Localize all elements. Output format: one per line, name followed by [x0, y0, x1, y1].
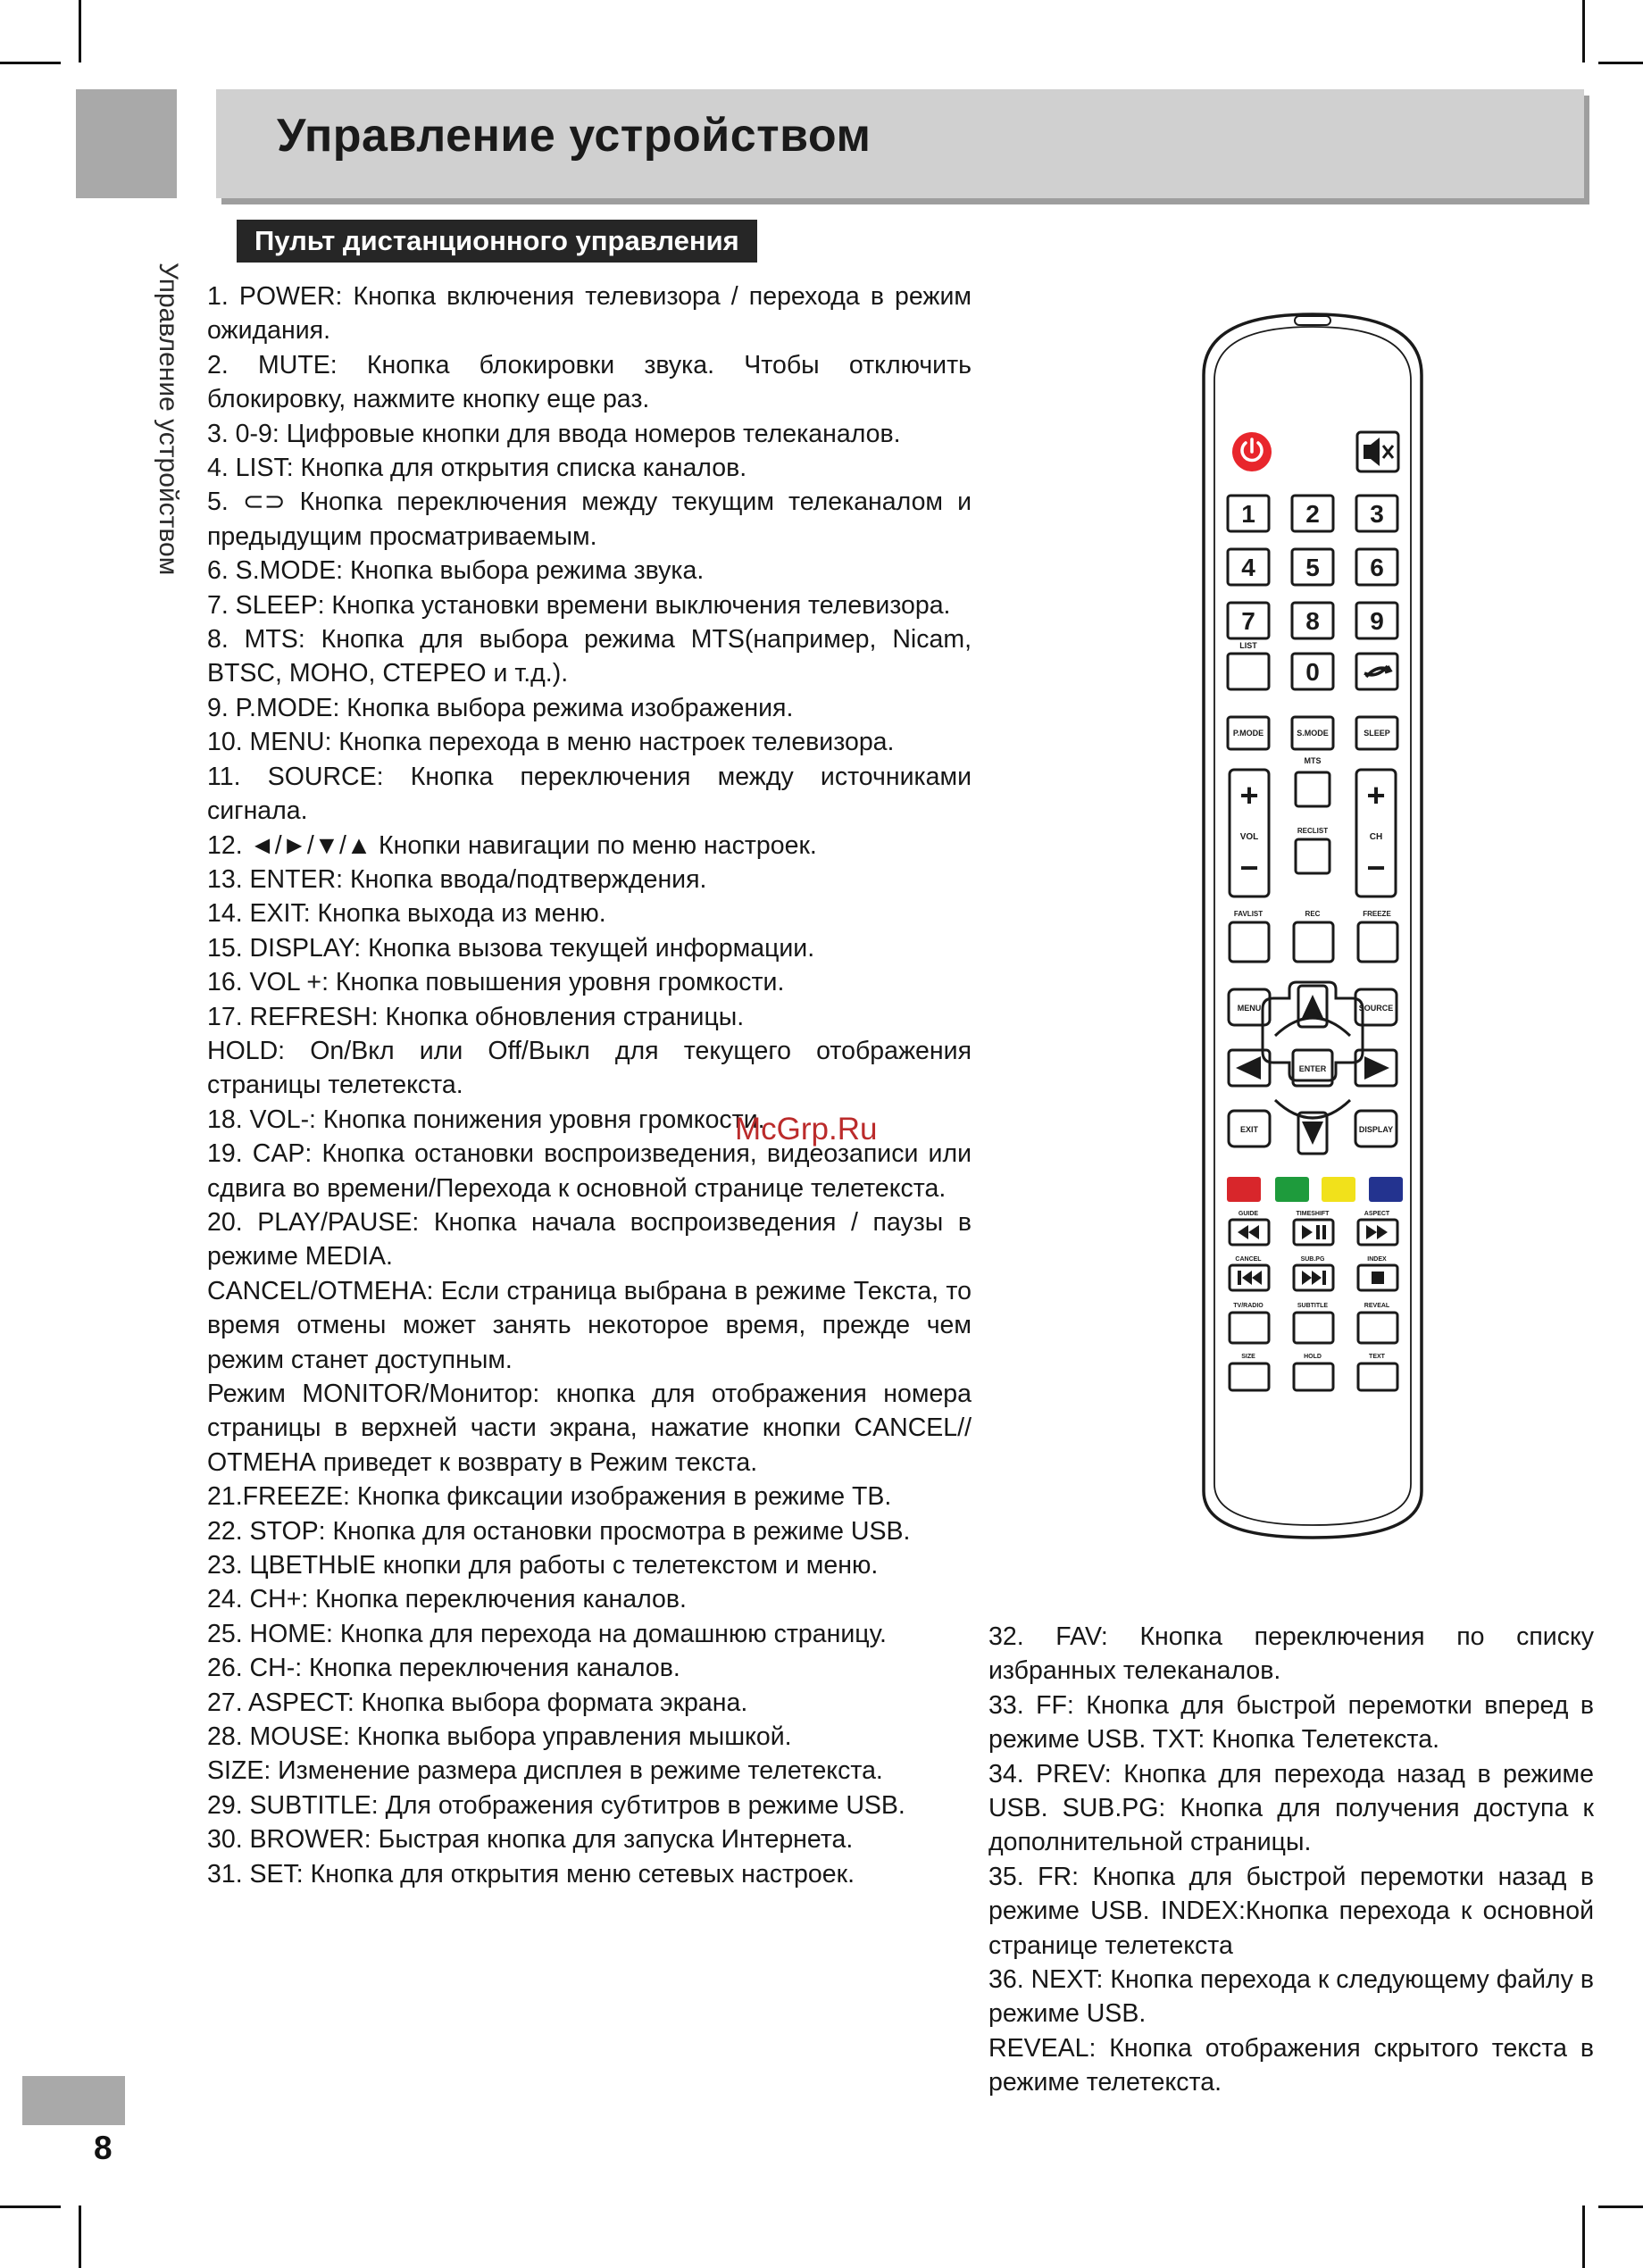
- text-label: TEXT: [1369, 1354, 1385, 1360]
- description-item: 26. CH-: Кнопка переключения каналов.: [207, 1654, 680, 1683]
- description-item: 25. HOME: Кнопка для перехода на домашнюю страницу.: [207, 1619, 887, 1648]
- vol-label: VOL: [1239, 832, 1259, 842]
- digit-2-label: 2: [1305, 500, 1320, 528]
- timeshift-label: TIMESHIFT: [1296, 1211, 1330, 1217]
- page-number: 8: [94, 2130, 113, 2166]
- description-item: 10. MENU: Кнопка перехода в меню настроек телевизора.: [207, 728, 895, 757]
- description-item: 6. S.MODE: Кнопка выбора режима звука.: [207, 556, 705, 586]
- mts-label: MTS: [1304, 756, 1322, 765]
- cancel-label: CANCEL: [1235, 1256, 1262, 1263]
- description-item: 20. PLAY/PAUSE: Кнопка начала воспроизведения / паузы в режиме MEDIA.: [207, 1207, 972, 1272]
- yellow-button[interactable]: [1322, 1177, 1355, 1202]
- description-item: 7. SLEEP: Кнопка установки времени выключения телевизора.: [207, 590, 951, 620]
- description-item: SIZE: Изменение размера дисплея в режиме телетекста.: [207, 1756, 883, 1786]
- description-item: 11. SOURCE: Кнопка переключения между источниками сигнала.: [207, 762, 972, 826]
- description-item: 34. PREV: Кнопка для перехода назад в режиме USB. SUB.PG: Кнопка для получения доступа к дополнительной страницы.: [988, 1759, 1594, 1857]
- description-item: 30. BROWER: Быстрая кнопка для запуска Интернета.: [207, 1825, 854, 1855]
- watermark: McGrp.Ru: [735, 1112, 878, 1147]
- menu-label: MENU: [1237, 1004, 1262, 1013]
- description-item: 21.FREEZE: Кнопка фиксации изображения в режиме ТВ.: [207, 1482, 892, 1512]
- description-item: HOLD: On/Вкл или Off/Выкл для текущего отображения страницы телетекста.: [207, 1036, 972, 1100]
- sleep-label: SLEEP: [1364, 729, 1390, 738]
- enter-label: ENTER: [1298, 1064, 1327, 1073]
- crop-mark: [79, 0, 81, 63]
- aspect-label: ASPECT: [1364, 1211, 1390, 1217]
- favlist-label: FAVLIST: [1233, 910, 1264, 918]
- digit-8-label: 8: [1305, 607, 1320, 635]
- side-title: Управление устройством: [154, 263, 183, 576]
- index-label: INDEX: [1367, 1256, 1387, 1263]
- power-button[interactable]: [1232, 432, 1272, 471]
- crop-mark: [1598, 2205, 1643, 2208]
- description-item: 1. POWER: Кнопка включения телевизора / перехода в режим ожидания.: [207, 282, 972, 346]
- subtitle-label: SUBTITLE: [1297, 1303, 1329, 1309]
- description-item: 14. EXIT: Кнопка выхода из меню.: [207, 899, 606, 929]
- crop-mark: [1598, 62, 1643, 64]
- description-item: 3. 0-9: Цифровые кнопки для ввода номеров телеканалов.: [207, 419, 901, 448]
- crop-mark: [0, 62, 61, 64]
- vol-minus-label: −: [1239, 849, 1259, 886]
- description-item: 8. MTS: Кнопка для выбора режима MTS(например, Nicam, BTSC, МОНО, СТЕРЕО и т.д.).: [207, 625, 972, 688]
- source-label: SOURCE: [1358, 1004, 1394, 1013]
- digit-5-label: 5: [1305, 554, 1320, 581]
- description-item: 9. P.MODE: Кнопка выбора режима изображения.: [207, 693, 794, 722]
- description-item: 35. FR: Кнопка для быстрой перемотки назад в режиме USB. INDEX:Кнопка перехода к основной странице телетекста: [988, 1862, 1594, 1960]
- tvradio-label: TV/RADIO: [1233, 1303, 1264, 1309]
- description-item: 24. CH+: Кнопка переключения каналов.: [207, 1585, 687, 1614]
- ch-minus-label: −: [1366, 849, 1386, 886]
- description-item: 23. ЦВЕТНЫЕ кнопки для работы с телетекстом и меню.: [207, 1551, 879, 1580]
- description-item: Режим MONITOR/Монитор: кнопка для отображения номера страницы в верхней части экрана, нажатие кнопки CANCEL//ОТМЕНА приведет к возврату в Режим текста.: [207, 1380, 972, 1477]
- crop-mark: [0, 2205, 61, 2208]
- digit-7-label: 7: [1241, 607, 1255, 635]
- header-bar: [216, 89, 1584, 198]
- description-item: 19. CAP: Кнопка остановки воспроизведения, видеозаписи или сдвига во времени/Перехода к основной странице телетекста.: [207, 1139, 972, 1203]
- description-item: CANCEL/ОТМЕНА: Если страница выбрана в режиме Текста, то время отмены может занять некоторое время, прежде чем режим станет доступным.: [207, 1276, 972, 1374]
- description-item: 28. MOUSE: Кнопка выбора управления мышкой.: [207, 1722, 792, 1752]
- header-square: [76, 89, 177, 198]
- reveal-label: REVEAL: [1364, 1303, 1390, 1309]
- stop-icon: [1372, 1272, 1384, 1284]
- ch-label: CH: [1369, 832, 1383, 842]
- digit-6-label: 6: [1370, 554, 1384, 581]
- ch-plus-label: +: [1366, 777, 1386, 813]
- digit-4-label: 4: [1241, 554, 1255, 581]
- description-item: 13. ENTER: Кнопка ввода/подтверждения.: [207, 864, 707, 894]
- page-title: Управление устройством: [277, 110, 872, 162]
- description-item: 36. NEXT: Кнопка перехода к следующему файлу в режиме USB.: [988, 1965, 1594, 2029]
- description-item: 12. ◄/►/▼/▲ Кнопки навигации по меню настроек.: [207, 830, 817, 860]
- digit-9-label: 9: [1370, 607, 1384, 635]
- hold-label: HOLD: [1304, 1354, 1322, 1360]
- description-column-left: [207, 279, 972, 1891]
- section-title: Пульт дистанционного управления: [237, 220, 757, 263]
- reclist-label: RECLIST: [1297, 827, 1329, 835]
- digit-0-label: 0: [1305, 658, 1320, 686]
- digit-3-label: 3: [1370, 500, 1384, 528]
- list-label: LIST: [1239, 641, 1257, 650]
- description-item: 33. FF: Кнопка для быстрой перемотки вперед в режиме USB. TXT: Кнопка Телетекста.: [988, 1690, 1594, 1755]
- description-item: 31. SET: Кнопка для открытия меню сетевых настроек.: [207, 1859, 855, 1889]
- rec-label: REC: [1305, 910, 1321, 918]
- description-item: 4. LIST: Кнопка для открытия списка каналов.: [207, 454, 747, 483]
- subpg-label: SUB.PG: [1300, 1256, 1325, 1263]
- description-item: 18. VOL-: Кнопка понижения уровня громкости.: [207, 1105, 765, 1134]
- description-item: 5. ⊂⊃ Кнопка переключения между текущим телеканалом и предыдущим просматриваемым.: [207, 488, 972, 551]
- green-button[interactable]: [1275, 1177, 1309, 1202]
- description-item: 32. FAV: Кнопка переключения по списку избранных телеканалов.: [988, 1622, 1594, 1686]
- page-tab: [22, 2076, 125, 2125]
- description-item: 29. SUBTITLE: Для отображения субтитров в режиме USB.: [207, 1790, 905, 1820]
- exit-label: EXIT: [1239, 1125, 1259, 1134]
- smode-label: S.MODE: [1297, 729, 1329, 738]
- description-item: 2. MUTE: Кнопка блокировки звука. Чтобы отключить блокировку, нажмите кнопку еще раз.: [207, 350, 972, 414]
- description-column-right: [988, 1620, 1594, 2100]
- description-item: 22. STOP: Кнопка для остановки просмотра в режиме USB.: [207, 1516, 911, 1546]
- description-item: REVEAL: Кнопка отображения скрытого текста в режиме телетекста.: [988, 2033, 1594, 2097]
- freeze-label: FREEZE: [1363, 910, 1391, 918]
- blue-button[interactable]: [1369, 1177, 1403, 1202]
- vol-plus-label: +: [1239, 777, 1259, 813]
- crop-mark: [1582, 0, 1585, 63]
- crop-mark: [1582, 2205, 1585, 2268]
- description-item: 27. ASPECT: Кнопка выбора формата экрана.: [207, 1688, 748, 1717]
- description-item: 17. REFRESH: Кнопка обновления страницы.: [207, 1002, 745, 1031]
- display-label: DISPLAY: [1358, 1125, 1394, 1134]
- guide-label: GUIDE: [1238, 1211, 1259, 1217]
- remote-illustration: [1179, 304, 1447, 1545]
- digit-1-label: 1: [1241, 500, 1255, 528]
- red-button[interactable]: [1227, 1177, 1261, 1202]
- description-item: 15. DISPLAY: Кнопка вызова текущей информации.: [207, 933, 815, 963]
- description-item: 16. VOL +: Кнопка повышения уровня громкости.: [207, 968, 785, 997]
- pmode-label: P.MODE: [1232, 729, 1264, 738]
- crop-mark: [79, 2205, 81, 2268]
- size-label: SIZE: [1241, 1354, 1255, 1360]
